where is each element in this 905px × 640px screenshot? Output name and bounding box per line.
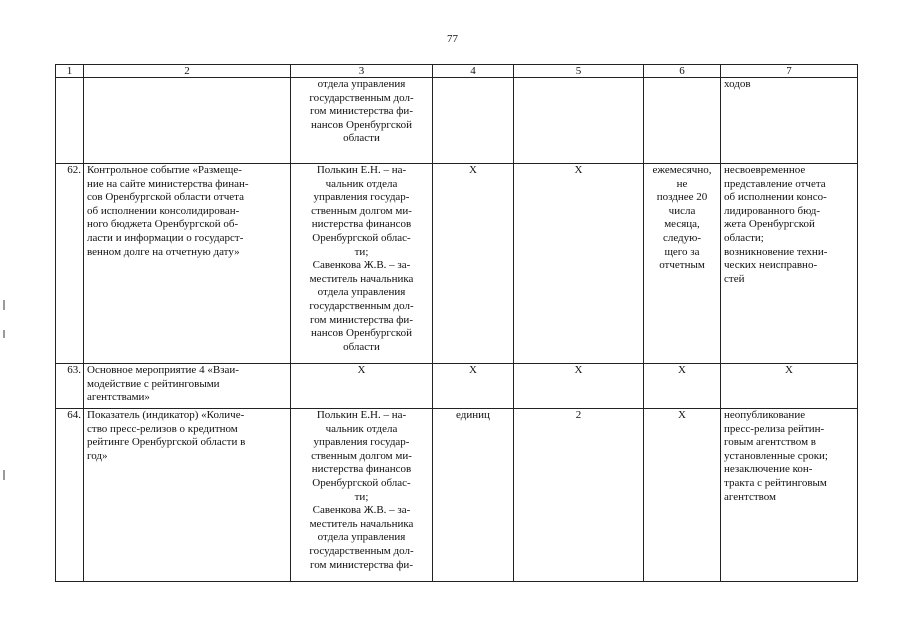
row-number-cell: 63. — [56, 364, 84, 409]
header-cell: 2 — [84, 65, 291, 78]
value-cell: X — [514, 164, 644, 364]
risk-cell: X — [721, 364, 858, 409]
unit-cell: X — [433, 164, 514, 364]
name-cell: Контрольное событие «Размеще- ние на сайте министерства финан- сов Оренбургской области отчета об исполнении консолидирован- ного бюджета Оренбургской об- ласти и информации о государст- венном долге на отчетную дату» — [84, 164, 291, 364]
table-row — [56, 364, 858, 409]
document-table — [55, 64, 858, 582]
table-row — [56, 164, 858, 364]
deadline-cell: X — [644, 364, 721, 409]
row-number-cell: 62. — [56, 164, 84, 364]
scan-margin-mark — [3, 470, 5, 480]
scan-margin-mark — [3, 300, 5, 310]
responsible-cell: Полькин Е.Н. – на- чальник отдела управления государ- ственным долгом ми- нистерства финансов Оренбургской облас- ти; Савенкова Ж.В. – за- меститель начальника отдела управления государственным дол- гом министерства фи- нансов Оренбургской области — [291, 164, 433, 364]
row-number-cell: 64. — [56, 409, 84, 582]
deadline-cell: ежемесячно, не позднее 20 числа месяца, следую- щего за отчетным — [644, 164, 721, 364]
header-cell: 6 — [644, 65, 721, 78]
value-cell: X — [514, 364, 644, 409]
deadline-cell — [644, 78, 721, 164]
table-header-row — [56, 65, 858, 78]
scan-margin-mark — [3, 330, 5, 338]
risk-cell: несвоевременное представление отчета об исполнении консо- лидированного бюд- жета Оренбургской области; возникновение техни- ческих неисправно- стей — [721, 164, 858, 364]
header-cell: 4 — [433, 65, 514, 78]
header-cell: 3 — [291, 65, 433, 78]
responsible-cell: отдела управления государственным дол- гом министерства фи- нансов Оренбургской области — [291, 78, 433, 164]
deadline-cell: X — [644, 409, 721, 582]
risk-cell: неопубликование пресс-релиза рейтин- говым агентством в установленные сроки; незаключение кон- тракта с рейтинговым агентством — [721, 409, 858, 582]
unit-cell: единиц — [433, 409, 514, 582]
table-row — [56, 409, 858, 582]
row-number-cell — [56, 78, 84, 164]
value-cell — [514, 78, 644, 164]
name-cell: Показатель (индикатор) «Количе- ство пресс-релизов о кредитном рейтинге Оренбургской области в год» — [84, 409, 291, 582]
name-cell: Основное мероприятие 4 «Взаи- модействие с рейтинговыми агентствами» — [84, 364, 291, 409]
header-cell: 1 — [56, 65, 84, 78]
header-cell: 5 — [514, 65, 644, 78]
responsible-cell: X — [291, 364, 433, 409]
unit-cell: X — [433, 364, 514, 409]
name-cell — [84, 78, 291, 164]
page-number: 77 — [447, 33, 458, 45]
unit-cell — [433, 78, 514, 164]
responsible-cell: Полькин Е.Н. – на- чальник отдела управления государ- ственным долгом ми- нистерства финансов Оренбургской облас- ти; Савенкова Ж.В. – за- меститель начальника отдела управления государственным дол- гом министерства фи- — [291, 409, 433, 582]
header-cell: 7 — [721, 65, 858, 78]
table-row — [56, 78, 858, 164]
risk-cell: ходов — [721, 78, 858, 164]
value-cell: 2 — [514, 409, 644, 582]
